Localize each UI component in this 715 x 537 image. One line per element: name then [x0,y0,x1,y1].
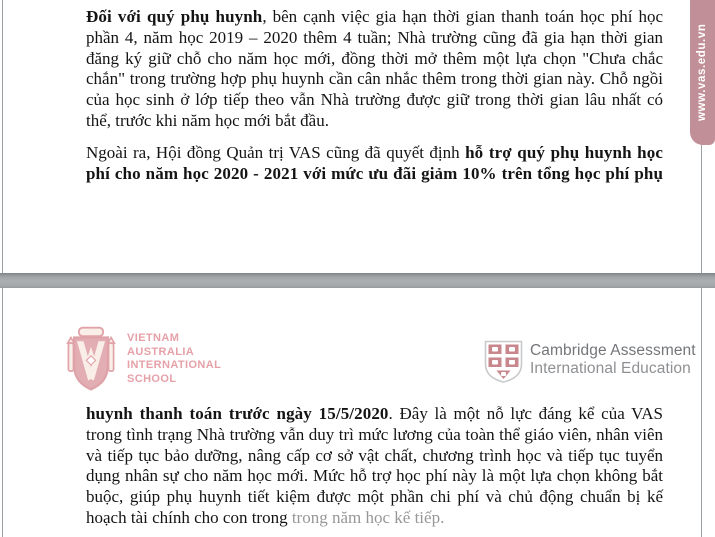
cambridge-logo-wordmark [530,342,696,377]
paragraph-body-text: , bên cạnh việc gia hạn thời gian thanh toán học phí học phần 4, năm học 2019 – 2020 thêm 4 tuần; Nhà trường cũng đã gia hạn thời gian đăng ký giữ chỗ cho năm học mới, đồng thời mở thêm một lựa chọn "Chưa chắc chắn" trong trường hợp phụ huynh cần cân nhắc thêm trong thời gian này. Chỗ ngồi của học sinh ở lớp tiếp theo vẫn Nhà trường được giữ trong thời gian lâu nhất có thể, trước khi năm học mới bắt đầu. [86,7,663,130]
vas-name-line: VIETNAM [127,332,180,344]
paragraph-body-text: Ngoài ra, Hội đồng Quản trị VAS cũng đã quyết định [86,143,466,162]
vas-name-line: AUSTRALIA [127,345,195,358]
cambridge-logo [484,340,696,384]
paragraph-emphasis-bold: hỗ trợ quý phụ huynh học phí cho năm học 2020 - 2021 với mức ưu đãi giảm 10% trên tổng học phí phụ [86,143,663,183]
vas-website-ribbon [690,0,715,145]
vas-crest-icon [63,326,119,392]
vas-name-line: SCHOOL [127,372,177,385]
paragraph-tuition-support [86,143,663,185]
paragraph-lead-bold: Đối với quý phụ huynh [86,7,263,26]
paragraph-faded-tail: trong năm học kế tiếp. [291,507,445,527]
page-separator [0,273,715,288]
document-page-1 [2,0,702,273]
vas-logo-wordmark [127,332,221,386]
cambridge-shield-icon [484,340,523,384]
paragraph-parents-notice [86,7,663,132]
vas-logo [63,326,221,392]
vas-name-line: INTERNATIONAL [127,359,222,371]
paragraph-lead-bold: huynh thanh toán trước ngày 15/5/2020 [86,404,389,423]
cambridge-name-line-1: Cambridge Assessment [530,342,696,359]
document-page-2 [2,288,702,537]
cambridge-name-line-2: International Education [530,359,691,377]
paragraph-body-text: . Đây là một nỗ lực đáng kể của VAS trong tình trạng Nhà trường vẫn duy trì mức lương của toàn thể giáo viên, nhân viên và tiếp tục bảo dưỡng, nâng cấp cơ sở vật chất, chương trình học và tiếp tục tuyển dụng nhân sự cho năm học mới. Mức hỗ trợ học phí này là một lựa chọn không bắt buộc, giúp phụ huynh tiết kiệm được một phần chi phí và chủ động chuẩn bị kế hoạch tài chính cho con trong [86,404,663,527]
paragraph-payment-deadline [86,404,663,529]
vas-website-url: www.vas.edu.vn [696,23,708,122]
